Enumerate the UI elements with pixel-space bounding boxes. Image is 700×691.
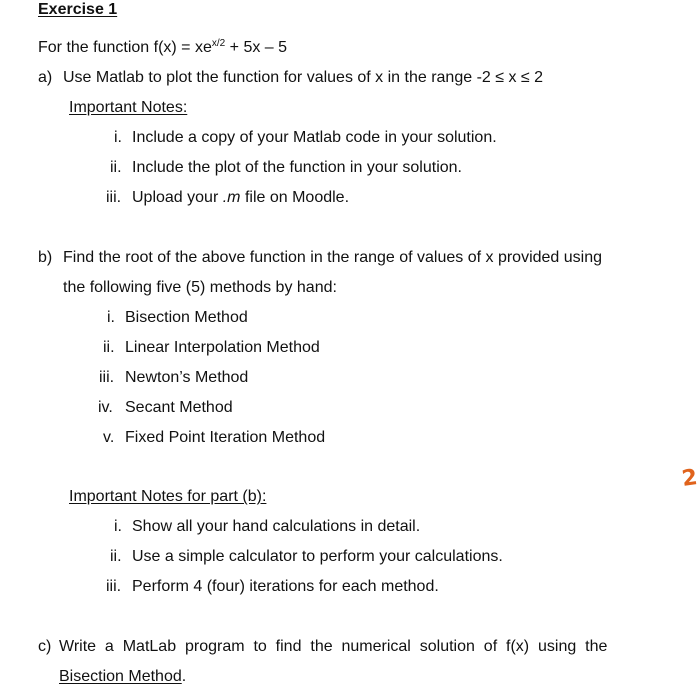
m-file-extension: .m: [222, 189, 241, 206]
part-b-notes-heading: Important Notes for part (b):: [69, 488, 267, 505]
note-text-before: Upload your: [132, 189, 223, 206]
part-a-note-num: iii.: [106, 189, 122, 206]
handwritten-margin-mark: 2: [680, 465, 699, 492]
method-text: Secant Method: [125, 399, 233, 416]
method-num: v.: [103, 429, 115, 446]
part-a-notes-heading: Important Notes:: [69, 99, 188, 116]
part-b-note-num: i.: [114, 518, 122, 535]
part-b-label: b): [38, 249, 53, 266]
note-text-after: file on Moodle.: [240, 189, 350, 206]
part-b-text-line2: the following five (5) methods by hand:: [63, 279, 337, 296]
bisection-method-link: Bisection Method: [59, 668, 182, 685]
method-num: ii.: [103, 339, 115, 356]
part-b-text-line1: Find the root of the above function in the range of values of x provided using: [63, 249, 603, 266]
method-num: iii.: [99, 369, 115, 386]
method-text: Linear Interpolation Method: [125, 339, 320, 356]
exercise-title: Exercise 1: [38, 1, 118, 18]
part-a-note-text: Include the plot of the function in your solution.: [132, 159, 462, 176]
part-b-note-num: iii.: [106, 578, 122, 595]
method-text: Newton’s Method: [125, 369, 249, 386]
part-b-note-text: Use a simple calculator to perform your calculations.: [132, 548, 503, 565]
part-c-period: .: [181, 668, 187, 685]
part-a-note-text: [132, 188, 349, 208]
function-prefix: For the function f(x) = xe: [38, 39, 212, 56]
function-suffix: + 5x – 5: [225, 39, 288, 56]
part-a-note-num: ii.: [110, 159, 122, 176]
part-b-note-text: Show all your hand calculations in detail.: [132, 518, 421, 535]
method-text: Fixed Point Iteration Method: [125, 429, 326, 446]
method-num: i.: [107, 309, 115, 326]
part-c-text-line2: [59, 667, 186, 687]
part-a-note-text: Include a copy of your Matlab code in your solution.: [132, 129, 497, 146]
part-a-text: Use Matlab to plot the function for values of x in the range -2 ≤ x ≤ 2: [63, 69, 544, 86]
part-a-label: a): [38, 69, 53, 86]
part-c-label: c): [38, 638, 52, 655]
method-text: Bisection Method: [125, 309, 248, 326]
function-statement: [38, 38, 287, 60]
part-b-note-num: ii.: [110, 548, 122, 565]
function-exponent: x/2: [211, 38, 226, 49]
part-a-note-num: i.: [114, 129, 122, 146]
part-c-text-line1: Write a MatLab program to find the numerical solution of f(x) using the: [59, 638, 608, 655]
method-num: iv.: [98, 399, 113, 416]
part-b-note-text: Perform 4 (four) iterations for each method.: [132, 578, 439, 595]
